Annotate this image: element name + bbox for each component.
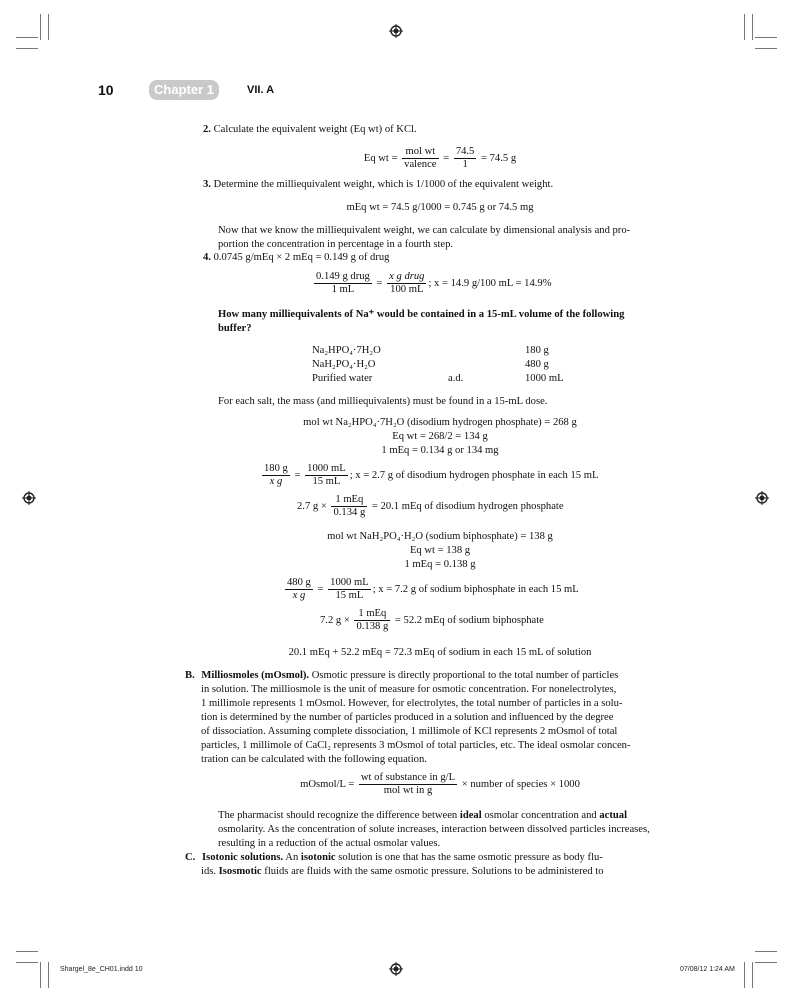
step-number: 3. <box>203 179 211 190</box>
equation-line: Eq wt = 138 g <box>409 545 471 556</box>
section-title: Isotonic solutions. <box>201 852 284 863</box>
crop-mark <box>744 14 745 40</box>
equation-line: mol wt Na₂HPO₄·7H₂O (disodium hydrogen phosphate) = 268 g <box>303 417 577 428</box>
crop-mark <box>16 37 38 38</box>
equation-proportion: $\frac{480 g}{\text{x g}}$ = $\frac{1000 mL}{15 mL}$ ; x = 7.2 g of sodium biphosphate in each 15 mL <box>287 577 579 601</box>
fraction: $\frac{180 g}{\text{x g}}$ <box>264 463 288 487</box>
paragraph-line: Osmotic pressure is directly proportional to the total number of particles <box>311 670 619 681</box>
step-text: Calculate the equivalent weight (Eq wt) of KCl. <box>213 124 417 135</box>
paragraph-line: ids. Isosmotic fluids are fluids with the same osmotic pressure. Solutions to be administered to <box>201 866 604 877</box>
crop-mark <box>755 48 777 49</box>
step-text: Determine the milliequivalent weight, which is 1/1000 of the equivalent weight. <box>213 179 554 190</box>
paragraph-line: particles, 1 millimole of CaCl₂ represents 3 mOsmol of total particles, etc. The ideal osmolar concen- <box>201 740 631 751</box>
equation-osmolarity: mOsmol/L = $\frac{\text{wt of substance in g/L}}{\text{mol wt in g}}$ × number of species × 1000 <box>300 772 580 796</box>
step-number: 4. <box>203 252 211 263</box>
paragraph-line: 1 millimole represents 1 mOsmol. However, for electrolytes, the total number of particles in a solu- <box>201 698 623 709</box>
registration-mark-icon <box>22 491 36 505</box>
paragraph-line: osmolarity. As the concentration of solute increases, interaction between dissolved particles increases, <box>218 824 650 835</box>
crop-mark <box>744 962 745 988</box>
paragraph-line: in solution. The milliosmole is the unit of measure for osmotic concentration. For nonelectrolytes, <box>201 684 617 695</box>
question-line: How many milliequivalents of Na⁺ would be contained in a 15-mL volume of the following <box>218 309 625 320</box>
footer-timestamp: 07/08/12 1:24 AM <box>680 966 735 973</box>
paragraph-line: For each salt, the mass (and milliequivalents) must be found in a 15-mL dose. <box>218 396 548 407</box>
equation-proportion: $\frac{\text{0.149 g drug}}{1 mL}$ = $\frac{\text{x g drug}}{100 mL}$ ; x = 14.9 g/100 mL = 14.9% <box>316 271 552 295</box>
section-c-heading: C. Isotonic solutions. An isotonic solution is one that has the same osmotic pressure as body flu- <box>185 852 603 863</box>
crop-mark <box>16 951 38 952</box>
section-label: VII. A <box>247 84 275 96</box>
crop-mark <box>752 14 753 40</box>
crop-mark <box>40 14 41 40</box>
step-3 <box>203 178 553 192</box>
fraction: $\frac{1000 mL}{15 mL}$ <box>330 577 369 601</box>
crop-mark <box>755 37 777 38</box>
section-b-heading: B. Milliosmoles (mOsmol). Osmotic pressure is directly proportional to the total number of particles <box>185 670 619 681</box>
registration-mark-icon <box>755 491 769 505</box>
fraction: $\frac{\text{x g drug}}{100 mL}$ <box>389 271 425 295</box>
equation-total: 20.1 mEq + 52.2 mEq = 72.3 mEq of sodium in each 15 mL of solution <box>288 647 592 658</box>
table-row: NaH₂PO₄·H₂O 480 g <box>312 359 549 370</box>
paragraph-line: The pharmacist should recognize the difference between ideal osmolar concentration and actual <box>218 810 628 821</box>
equation-conversion: 2.7 g × $\frac{\text{1 mEq}}{0.134 g}$ = 20.1 mEq of disodium hydrogen phosphate <box>297 494 564 518</box>
fraction: $\frac{\text{1 mEq}}{0.134 g}$ <box>333 494 366 518</box>
registration-mark-icon <box>389 962 403 976</box>
equation-line: mol wt NaH₂PO₄·H₂O (sodium biphosphate) = 138 g <box>327 531 553 542</box>
table-row: Na₂HPO₄·7H₂O 180 g <box>312 345 549 356</box>
buffer-table <box>312 344 592 386</box>
chapter-tab: Chapter 1 <box>149 80 219 100</box>
crop-mark <box>755 962 777 963</box>
paragraph-line: Now that we know the milliequivalent weight, we can calculate by dimensional analysis and pro- <box>218 225 631 236</box>
section-title: Milliosmoles (mOsmol). <box>201 670 310 681</box>
paragraph-line: tration can be calculated with the following equation. <box>201 754 427 765</box>
footer-filename: Shargel_8e_CH01.indd 10 <box>60 966 143 973</box>
question-line: buffer? <box>218 323 252 334</box>
equation-meq-wt: mEq wt = 74.5 g/1000 = 0.745 g or 74.5 mg <box>346 202 534 213</box>
step-4 <box>203 251 389 265</box>
equation-eq-wt: Eq wt = $\frac{\text{mol wt}}{\text{valence}}$ = $\frac{74.5}{1}$ = 74.5 g <box>363 146 517 170</box>
paragraph-line: of dissociation. Assuming complete dissociation, 1 millimole of KCl represents 2 mOsmol of total <box>201 726 618 737</box>
fraction: $\frac{480 g}{\text{x g}}$ <box>287 577 311 601</box>
equation-conversion: 7.2 g × $\frac{\text{1 mEq}}{0.138 g}$ = 52.2 mEq of sodium biphosphate <box>320 608 544 632</box>
fraction: $\frac{\text{1 mEq}}{0.138 g}$ <box>356 608 389 632</box>
fraction: $\frac{74.5}{1}$ <box>455 146 475 170</box>
equation-proportion: $\frac{180 g}{\text{x g}}$ = $\frac{1000 mL}{15 mL}$ ; x = 2.7 g of disodium hydrogen phosphate in each 15 mL <box>264 463 599 487</box>
crop-mark <box>752 962 753 988</box>
fraction: $\frac{\text{wt of substance in g/L}}{\text{mol wt in g}}$ <box>360 772 456 796</box>
step-2 <box>203 123 417 137</box>
paragraph-line: resulting in a reduction of the actual osmolar values. <box>218 838 441 849</box>
step-number: 2. <box>203 124 211 135</box>
fraction: $\frac{\text{0.149 g drug}}{1 mL}$ <box>316 271 370 295</box>
crop-mark <box>48 962 49 988</box>
crop-mark <box>48 14 49 40</box>
table-row: Purified water a.d. 1000 mL <box>312 373 564 384</box>
page-number: 10 <box>98 82 114 98</box>
crop-mark <box>40 962 41 988</box>
step-text: 0.0745 g/mEq × 2 mEq = 0.149 g of drug <box>213 252 390 263</box>
crop-mark <box>16 48 38 49</box>
equation-line: 1 mEq = 0.134 g or 134 mg <box>381 445 499 456</box>
equation-line: Eq wt = 268/2 = 134 g <box>392 431 488 442</box>
registration-mark-icon <box>389 24 403 38</box>
crop-mark <box>755 951 777 952</box>
crop-mark <box>16 962 38 963</box>
equation-line: 1 mEq = 0.138 g <box>404 559 476 570</box>
paragraph-line: tion is determined by the number of particles produced in a solution and influenced by the degree <box>201 712 614 723</box>
fraction: $\frac{1000 mL}{15 mL}$ <box>307 463 346 487</box>
fraction: $\frac{\text{mol wt}}{\text{valence}}$ <box>404 146 437 170</box>
paragraph-line: portion the concentration in percentage in a fourth step. <box>218 239 454 250</box>
